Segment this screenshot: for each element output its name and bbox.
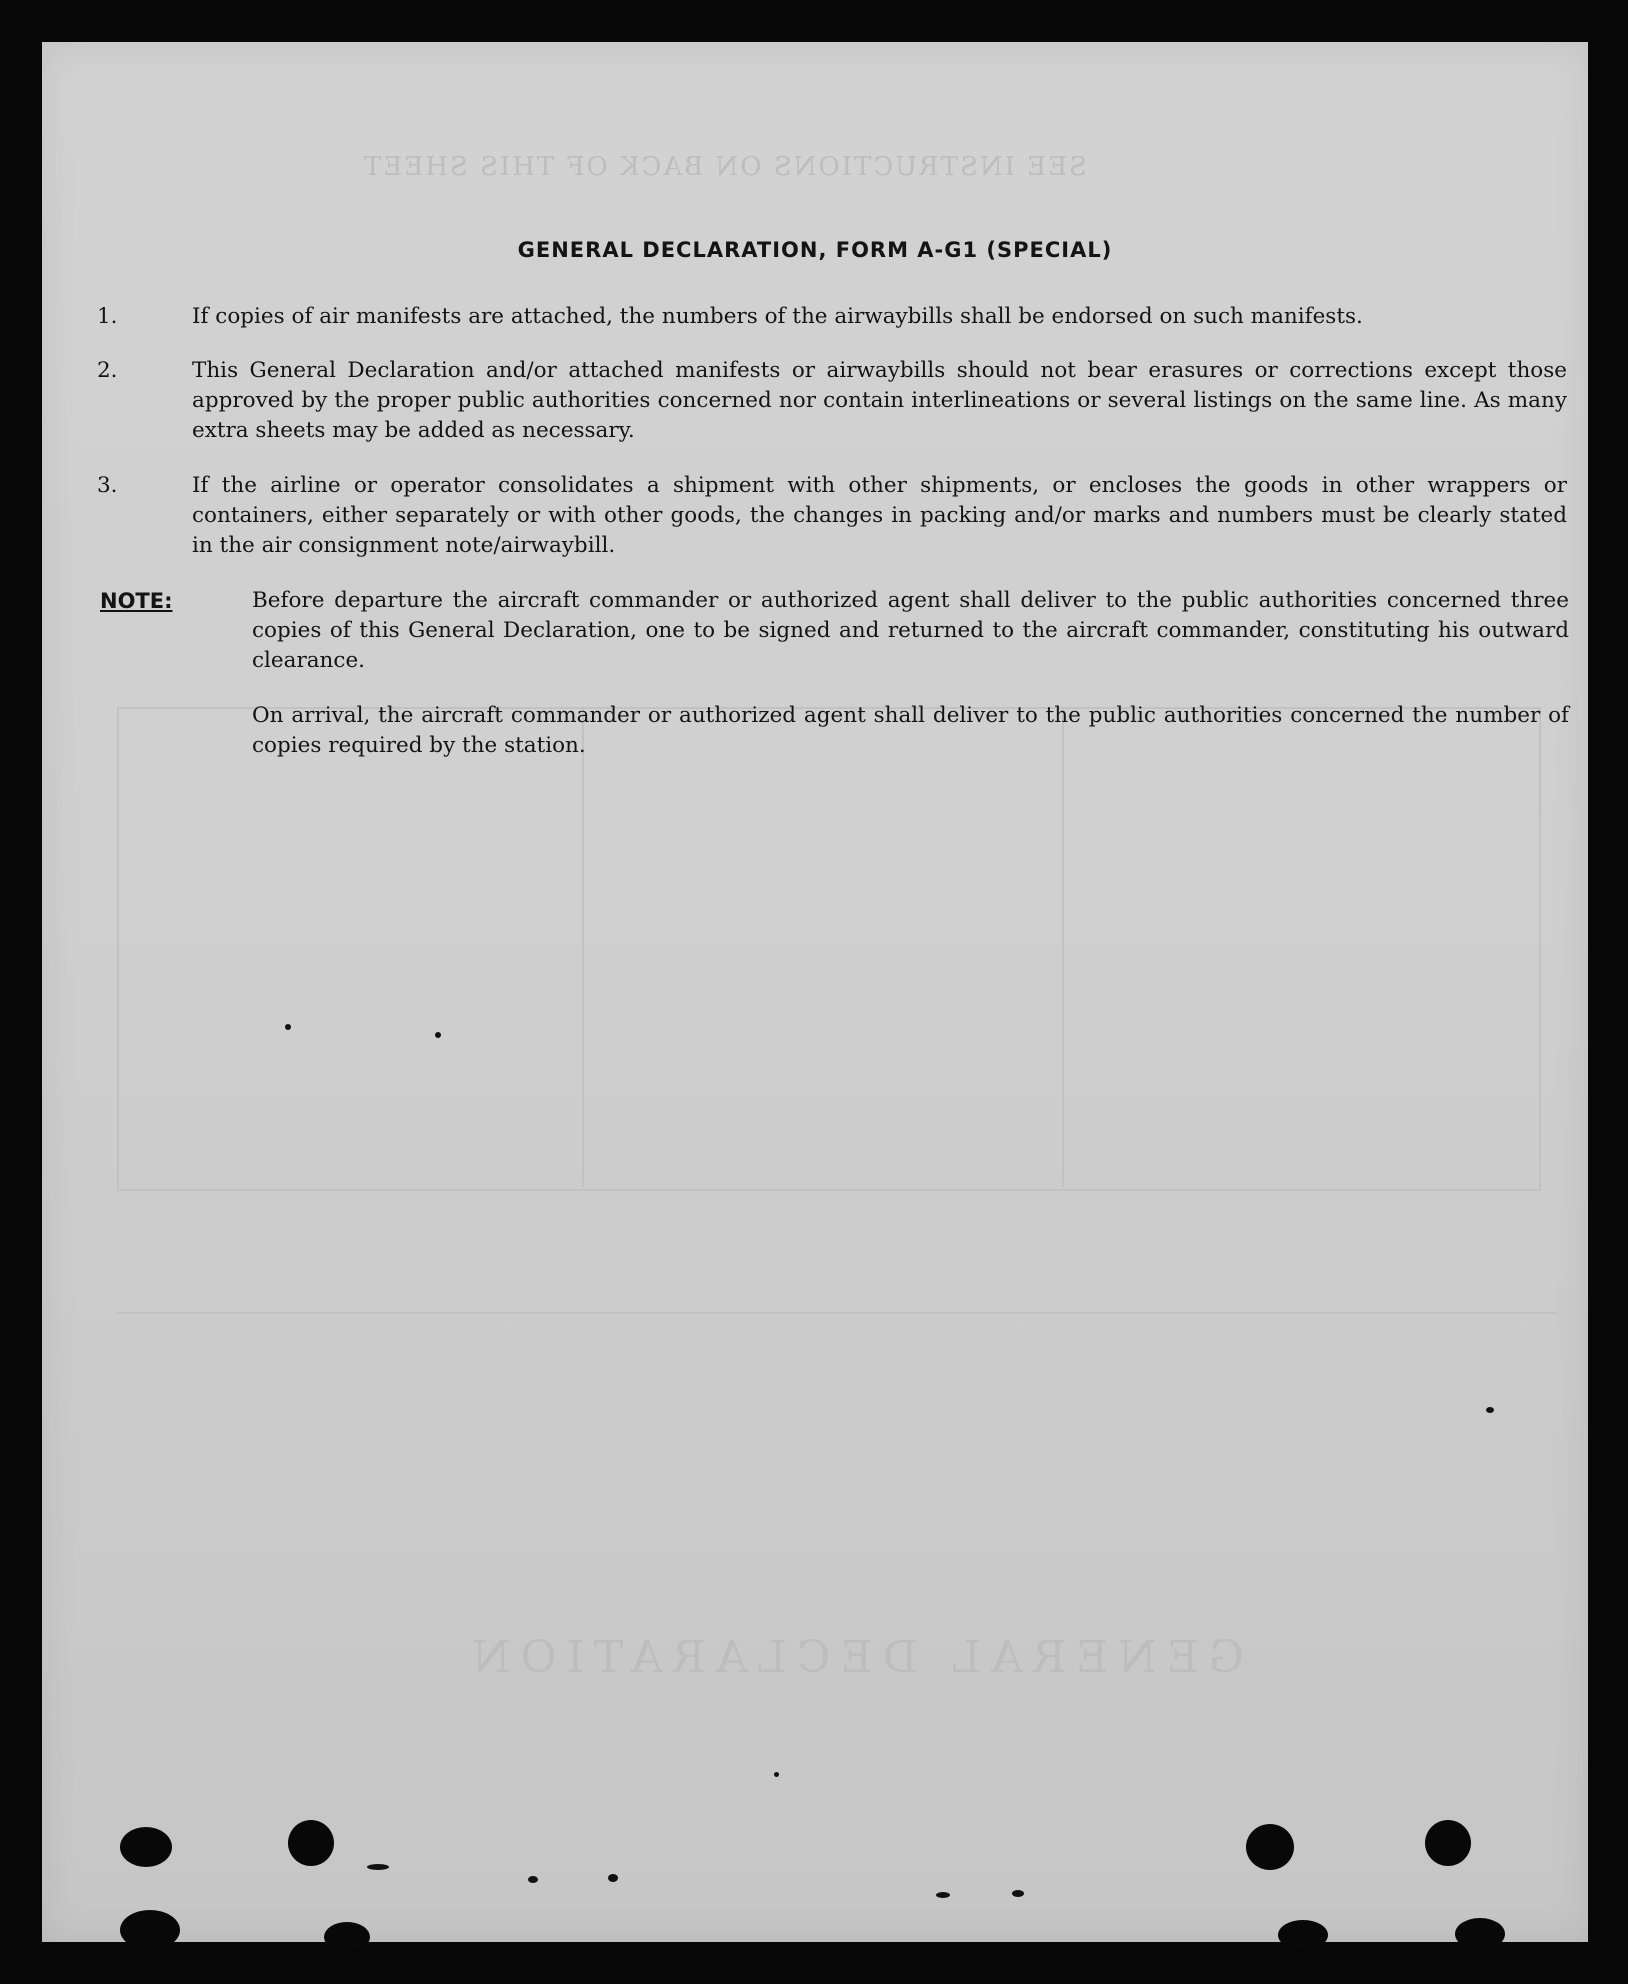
form-title: GENERAL DECLARATION, FORM A-G1 (SPECIAL) — [517, 238, 1113, 262]
note-text: On arrival, the aircraft commander or authorized agent shall deliver to the public authorities concerned the number of copies required by the station. — [252, 703, 1569, 758]
speck — [608, 1874, 618, 1882]
bleed-through-rule — [117, 1312, 1557, 1314]
speck — [936, 1892, 950, 1898]
item-text: If the airline or operator consolidates a shipment with other shipments, or encloses the goods in other wrappers or containers, either separately or with other goods, the changes in packing and/or marks and numbers must be clearly stated in the air consignment note/airwaybill. — [192, 473, 1567, 558]
note-label: NOTE: — [100, 589, 173, 613]
bleed-through-table-divider-2 — [1062, 707, 1064, 1187]
note-paragraph-2 — [97, 701, 1569, 761]
bleed-through-header: SEE INSTRUCTIONS ON BACK OF THIS SHEET — [362, 152, 1087, 182]
punch-hole-right-1 — [1246, 1824, 1294, 1870]
document-page — [42, 42, 1588, 1942]
instruction-item-2 — [97, 356, 1567, 446]
speck — [1012, 1890, 1024, 1897]
speck — [774, 1772, 779, 1777]
note-text: Before departure the aircraft commander or authorized agent shall deliver to the public authorities concerned three copies of this General Declaration, one to be signed and returned to the aircraft commander, constituting his outward clearance. — [252, 588, 1569, 673]
bleed-through-table-divider-1 — [582, 707, 584, 1187]
item-number: 2. — [97, 358, 118, 383]
bleed-through-title: GENERAL DECLARATION — [462, 1632, 1244, 1683]
item-number: 3. — [97, 473, 118, 498]
punch-hole-bottom-2 — [324, 1922, 370, 1952]
bleed-through-table — [117, 707, 1541, 1191]
speck — [1486, 1407, 1494, 1413]
punch-hole-bottom-4 — [1455, 1918, 1505, 1950]
item-text: If copies of air manifests are attached, the numbers of the airwaybills shall be endorsed on such manifests. — [192, 304, 1363, 329]
speck — [435, 1032, 441, 1038]
punch-hole-left-2 — [288, 1820, 334, 1866]
instruction-item-3 — [97, 471, 1567, 561]
punch-hole-left-1 — [120, 1827, 172, 1867]
punch-hole-bottom-1 — [120, 1910, 180, 1950]
punch-hole-bottom-3 — [1278, 1920, 1328, 1950]
speck — [528, 1876, 538, 1883]
item-text: This General Declaration and/or attached manifests or airwaybills should not bear erasures or corrections except those approved by the proper public authorities concerned nor contain interlineations or several listings on the same line. As many extra sheets may be added as necessary. — [192, 358, 1567, 443]
item-number: 1. — [97, 304, 118, 329]
speck — [367, 1864, 389, 1870]
note-paragraph-1 — [97, 586, 1569, 676]
instruction-item-1 — [97, 302, 1567, 332]
punch-hole-right-2 — [1425, 1820, 1471, 1866]
speck — [285, 1024, 291, 1030]
